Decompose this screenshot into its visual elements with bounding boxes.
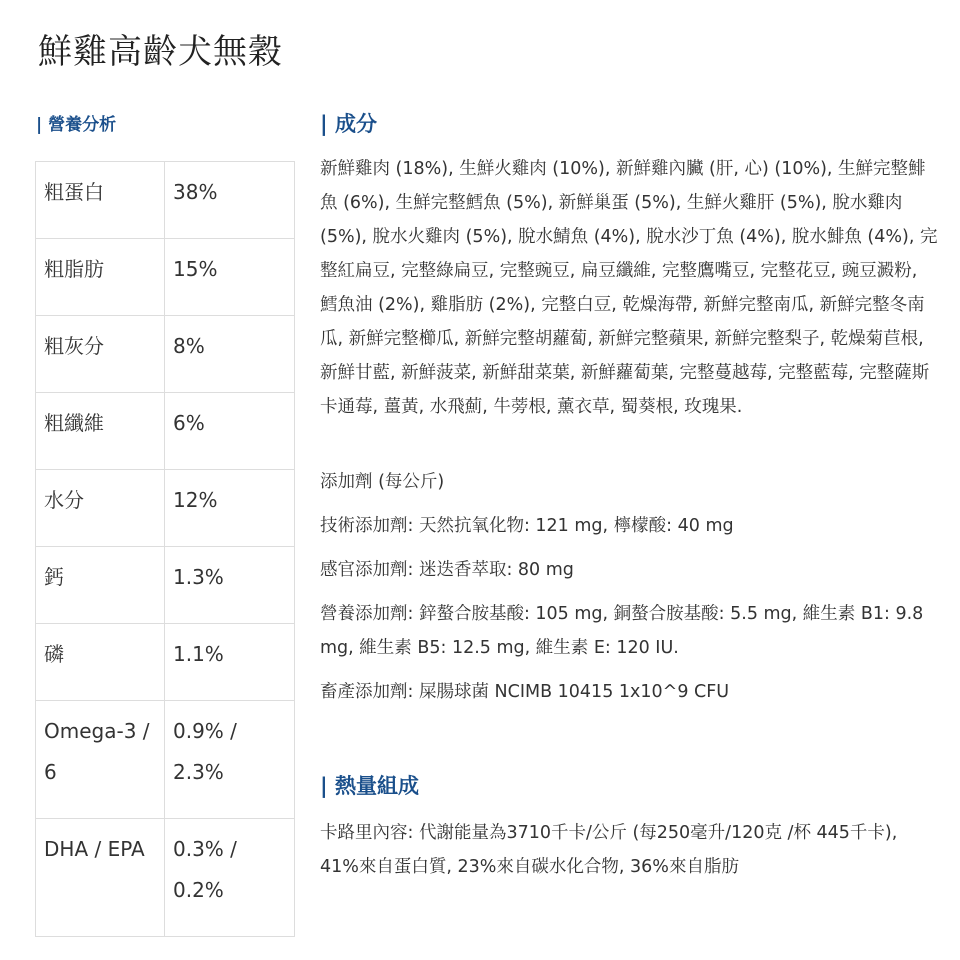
- table-row: [36, 547, 295, 624]
- nutritional-additives: 營養添加劑: 鋅螯合胺基酸: 105 mg, 銅螯合胺基酸: 5.5 mg, 維生素 B1: 9.8 mg, 維生素 B5: 12.5 mg, 維生素 E: 120 IU.: [320, 604, 924, 658]
- technological-additives: 技術添加劑: 天然抗氧化物: 121 mg, 檸檬酸: 40 mg: [320, 516, 734, 536]
- table-row: [36, 701, 295, 819]
- nutrient-name: 水分: [36, 470, 165, 547]
- table-row: [36, 819, 295, 937]
- nutrient-value: 0.9% / 2.3%: [165, 701, 295, 819]
- nutrient-value: 15%: [165, 239, 295, 316]
- nutrient-name: Omega-3 / 6: [36, 701, 165, 819]
- nutrient-name: 粗纖維: [36, 393, 165, 470]
- calories-text: 卡路里內容: 代謝能量為3710千卡/公斤 (每250毫升/120克 /杯 445千卡), 41%來自蛋白質, 23%來自碳水化合物, 36%來自脂肪: [320, 823, 898, 877]
- nutrient-name: 粗脂肪: [36, 239, 165, 316]
- nutrient-name: 鈣: [36, 547, 165, 624]
- nutrient-value: 6%: [165, 393, 295, 470]
- table-row: [36, 624, 295, 701]
- nutrient-value: 12%: [165, 470, 295, 547]
- sensory-additives: 感官添加劑: 迷迭香萃取: 80 mg: [320, 560, 574, 580]
- zootechnical-additives: 畜產添加劑: 屎腸球菌 NCIMB 10415 1x10^9 CFU: [320, 682, 730, 702]
- table-row: [36, 393, 295, 470]
- nutrient-value: 8%: [165, 316, 295, 393]
- nutrition-table: [35, 161, 295, 937]
- ingredients-heading: | 成分: [320, 112, 377, 136]
- page-title: 鮮雞高齡犬無穀: [38, 32, 283, 72]
- nutrient-name: 磷: [36, 624, 165, 701]
- ingredients-text: 新鮮雞肉 (18%), 生鮮火雞肉 (10%), 新鮮雞內臟 (肝, 心) (10%), 生鮮完整鯡魚 (6%), 生鮮完整鱈魚 (5%), 新鮮巢蛋 (5%), 生鮮火雞肝 (5%), 脫水雞肉 (5%), 脫水火雞肉 (5%), 脫水鯖魚 (4%), 脫水沙丁魚 (4%), 脫水鯡魚 (4%), 完整紅扁豆, 完整綠扁豆, 完整豌豆, 扁豆纖維, 完整鷹嘴豆, 完整花豆, 豌豆澱粉, 鱈魚油 (2%), 雞脂肪 (2%), 完整白豆, 乾燥海帶, 新鮮完整南瓜, 新鮮完整冬南瓜, 新鮮完整櫛瓜, 新鮮完整胡蘿蔔, 新鮮完整蘋果, 新鮮完整梨子, 乾燥菊苣根, 新鮮甘藍, 新鮮菠菜, 新鮮甜菜葉, 新鮮蘿蔔葉, 完整蔓越莓, 完整藍莓, 完整薩斯卡通莓, 薑黃, 水飛薊, 牛蒡根, 薰衣草, 蜀葵根, 玫瑰果.: [320, 159, 938, 417]
- table-row: [36, 162, 295, 239]
- table-row: [36, 239, 295, 316]
- nutrient-value: 1.3%: [165, 547, 295, 624]
- calories-heading: | 熱量組成: [320, 774, 419, 798]
- nutrient-name: 粗灰分: [36, 316, 165, 393]
- nutrient-name: 粗蛋白: [36, 162, 165, 239]
- nutrient-value: 1.1%: [165, 624, 295, 701]
- nutrient-value: 0.3% / 0.2%: [165, 819, 295, 937]
- nutrient-name: DHA / EPA: [36, 819, 165, 937]
- table-row: [36, 470, 295, 547]
- nutrition-heading: | 營養分析: [36, 115, 117, 135]
- nutrient-value: 38%: [165, 162, 295, 239]
- table-row: [36, 316, 295, 393]
- additives-title: 添加劑 (每公斤): [320, 472, 445, 492]
